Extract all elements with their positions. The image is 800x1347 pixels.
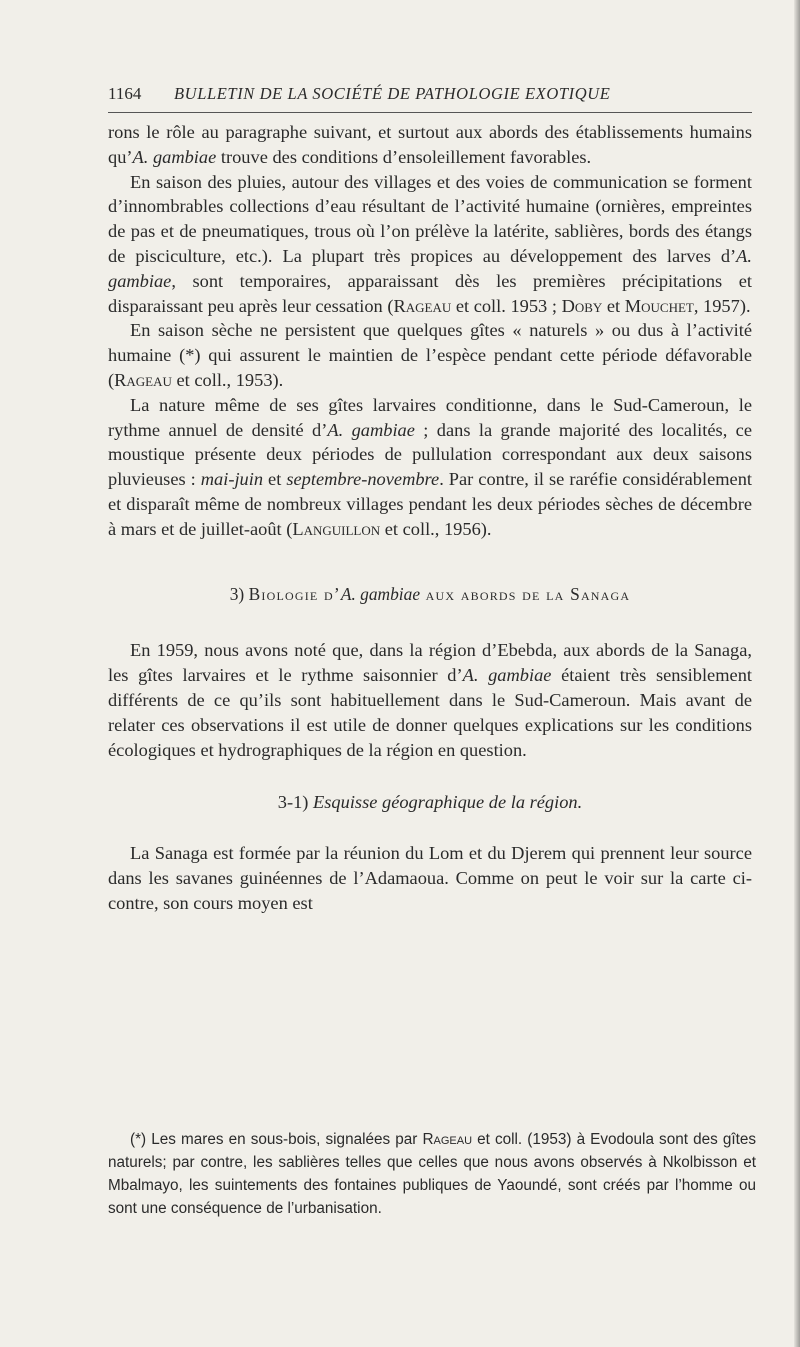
page-number: 1164 [108,84,142,103]
subsection-heading: 3-1) Esquisse géographique de la région. [277,792,583,813]
section-heading: 3) Biologie d’A. gambiae aux abords de la Sanaga [229,583,631,604]
running-title: BULLETIN DE LA SOCIÉTÉ DE PATHOLOGIE EXOTIQUE [174,84,611,103]
paragraph: rons le rôle au paragraphe suivant, et surtout aux abords des établissements humains qu’A. gambiae trouve des conditions d’ensoleillement favorables. [108,122,752,167]
page-edge-shadow [794,0,800,1347]
page-header [108,84,752,113]
paragraph: En saison des pluies, autour des villages et des voies de communication se forment d’innombrables collections d’eau résultant de l’activité humaine (ornières, empreintes de pas et de pneumatiques, trous où l’on prélève la latérite, sablières, bords des étangs de pisciculture, etc.). La plupart très propices au développement des larves d’A. gambiae, sont temporaires, apparaissant dès les premières précipitations et disparaissant peu après leur cessation (Rageau et coll. 1953 ; Doby et Mouchet, 1957). [108,171,752,316]
paragraph: En saison sèche ne persistent que quelques gîtes « naturels » ou dus à l’activité humaine (*) qui assurent le maintien de l’espèce pendant cette période défavorable (Rageau et coll., 1953). [108,320,752,390]
footnote [108,1128,756,1220]
paragraph: La Sanaga est formée par la réunion du Lom et du Djerem qui prennent leur source dans les savanes guinéennes de l’Adamaoua. Comme on peut le voir sur la carte ci-contre, son cours moyen est [108,843,752,913]
paragraph: La nature même de ses gîtes larvaires conditionne, dans le Sud-Cameroun, le rythme annuel de densité d’A. gambiae ; dans la grande majorité des localités, ce moustique présente deux périodes de pullulation correspondant aux deux saisons pluvieuses : mai-juin et septembre-novembre. Par contre, il se raréfie considérablement et disparaît même de nombreux villages pendant les deux périodes sèches de décembre à mars et de juillet-août (Languillon et coll., 1956). [108,394,753,539]
body-text [108,120,752,916]
footnote-text: (*) Les mares en sous-bois, signalées par Rageau et coll. (1953) à Evodoula sont des gîtes naturels; par contre, les sablières telles que celles que nous avons observés à Nkolbisson et Mbalmayo, les suintements des fontaines publiques de Yaoundé, sont créés par l’homme ou sont une conséquence de l’urbanisation. [108,1131,756,1217]
paragraph: En 1959, nous avons noté que, dans la région d’Ebebda, aux abords de la Sanaga, les gîtes larvaires et le rythme saisonnier d’A. gambiae étaient très sensiblement différents de ce qu’ils sont habituellement dans le Sud-Cameroun. Mais avant de relater ces observations il est utile de donner quelques explications sur les conditions écologiques et hydrographiques de la région en question. [108,640,752,760]
